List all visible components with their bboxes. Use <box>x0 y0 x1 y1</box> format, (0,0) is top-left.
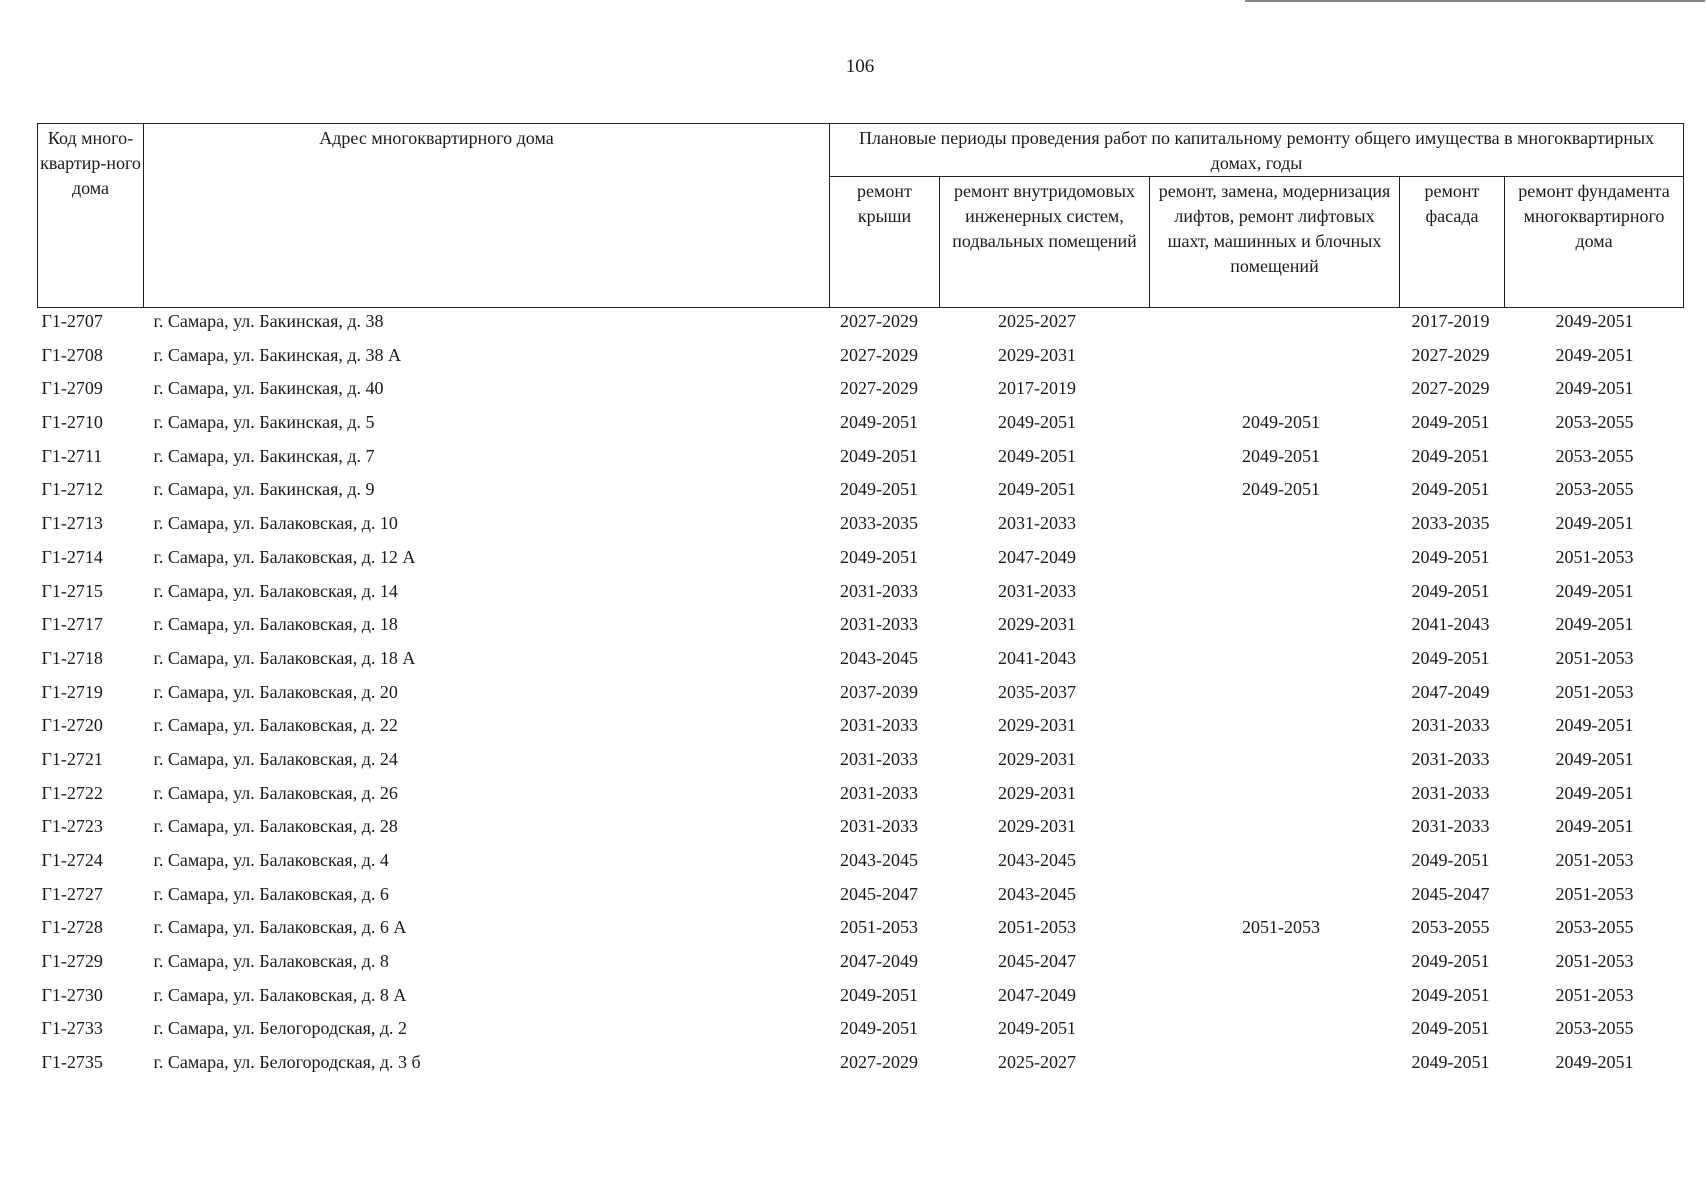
cell-roof: 2051-2053 <box>840 917 918 938</box>
cell-code: Г1-2733 <box>41 1018 103 1039</box>
header-address: Адрес многоквартирного дома <box>144 124 830 308</box>
cell-roof: 2031-2033 <box>840 748 918 769</box>
cell-systems: 2029-2031 <box>998 715 1076 736</box>
cell-address: г. Самара, ул. Бакинская, д. 7 <box>153 445 375 466</box>
cell-systems: 2025-2027 <box>998 311 1076 331</box>
cell-lifts <box>1150 1015 1400 1049</box>
cell-facade: 2041-2043 <box>1411 614 1490 635</box>
cell-code: Г1-2711 <box>41 445 103 466</box>
cell-address: г. Самара, ул. Бакинская, д. 40 <box>153 378 384 399</box>
cell-address: г. Самара, ул. Балаковская, д. 20 <box>153 681 398 702</box>
cell-roof: 2049-2051 <box>840 479 918 500</box>
table-row <box>38 679 1684 713</box>
cell-facade: 2017-2019 <box>1411 311 1490 331</box>
cell-code: Г1-2718 <box>41 647 103 668</box>
cell-foundation: 2051-2053 <box>1555 883 1634 904</box>
cell-systems: 2049-2051 <box>998 1018 1076 1039</box>
table-row <box>38 611 1684 645</box>
cell-roof: 2043-2045 <box>840 850 918 870</box>
cell-systems: 2043-2045 <box>998 850 1076 870</box>
cell-roof: 2045-2047 <box>840 883 918 904</box>
cell-systems: 2043-2045 <box>998 883 1076 904</box>
cell-facade: 2033-2035 <box>1411 513 1490 534</box>
cell-address: г. Самара, ул. Бакинская, д. 9 <box>153 479 375 500</box>
cell-systems: 2045-2047 <box>998 951 1076 972</box>
cell-address: г. Самара, ул. Балаковская, д. 4 <box>153 850 389 870</box>
cell-address: г. Самара, ул. Балаковская, д. 10 <box>153 513 398 534</box>
cell-foundation: 2049-2051 <box>1555 344 1634 365</box>
cell-foundation: 2049-2051 <box>1555 580 1634 601</box>
cell-address: г. Самара, ул. Балаковская, д. 18 А <box>153 647 416 668</box>
table-row <box>38 1049 1684 1083</box>
page-number: 106 <box>845 56 875 77</box>
cell-systems: 2049-2051 <box>998 412 1076 433</box>
cell-foundation: 2049-2051 <box>1555 782 1634 803</box>
cell-code: Г1-2724 <box>41 850 103 870</box>
cell-code: Г1-2712 <box>41 479 103 500</box>
cell-address: г. Самара, ул. Балаковская, д. 12 А <box>153 546 416 567</box>
cell-roof: 2037-2039 <box>840 681 918 702</box>
table-row <box>38 476 1684 510</box>
cell-facade: 2049-2051 <box>1411 951 1490 972</box>
cell-address: г. Самара, ул. Балаковская, д. 24 <box>153 748 398 769</box>
cell-foundation: 2049-2051 <box>1555 311 1634 331</box>
cell-facade: 2031-2033 <box>1411 748 1490 769</box>
scan-edge-line <box>1245 0 1705 2</box>
cell-address: г. Самара, ул. Белогородская, д. 2 <box>153 1018 408 1039</box>
cell-facade: 2049-2051 <box>1411 546 1490 567</box>
cell-code: Г1-2719 <box>41 681 103 702</box>
cell-code: Г1-2710 <box>41 412 103 433</box>
cell-roof: 2027-2029 <box>840 344 918 365</box>
cell-systems: 2049-2051 <box>998 479 1076 500</box>
cell-code: Г1-2735 <box>41 1052 103 1073</box>
table-body <box>38 308 1684 1083</box>
cell-facade: 2049-2051 <box>1411 580 1490 601</box>
cell-facade: 2049-2051 <box>1411 984 1490 1005</box>
cell-foundation: 2053-2055 <box>1555 1018 1634 1039</box>
cell-foundation: 2049-2051 <box>1555 715 1634 736</box>
cell-address: г. Самара, ул. Балаковская, д. 26 <box>153 782 398 803</box>
cell-foundation: 2053-2055 <box>1555 479 1634 500</box>
cell-code: Г1-2729 <box>41 951 103 972</box>
cell-code: Г1-2709 <box>41 378 103 399</box>
table-row <box>38 813 1684 847</box>
cell-lifts: 2051-2053 <box>1242 917 1320 938</box>
cell-foundation: 2049-2051 <box>1555 513 1634 534</box>
cell-lifts <box>1150 813 1400 847</box>
cell-foundation: 2051-2053 <box>1555 850 1634 870</box>
cell-lifts <box>1150 712 1400 746</box>
cell-systems: 2017-2019 <box>998 378 1076 399</box>
cell-lifts <box>1150 780 1400 814</box>
cell-foundation: 2051-2053 <box>1555 546 1634 567</box>
cell-roof: 2027-2029 <box>840 378 918 399</box>
cell-facade: 2031-2033 <box>1411 782 1490 803</box>
table-header <box>38 124 1684 308</box>
cell-systems: 2029-2031 <box>998 748 1076 769</box>
cell-roof: 2047-2049 <box>840 951 918 972</box>
cell-systems: 2025-2027 <box>998 1052 1076 1073</box>
cell-facade: 2049-2051 <box>1411 412 1490 433</box>
cell-foundation: 2049-2051 <box>1555 1052 1634 1073</box>
header-roof: ремонт крыши <box>830 177 940 308</box>
table-row <box>38 544 1684 578</box>
cell-address: г. Самара, ул. Балаковская, д. 6 А <box>153 917 407 938</box>
cell-lifts <box>1150 342 1400 376</box>
cell-lifts <box>1150 982 1400 1016</box>
cell-code: Г1-2713 <box>41 513 103 534</box>
cell-facade: 2031-2033 <box>1411 816 1490 837</box>
table-row <box>38 375 1684 409</box>
header-periods-group: Плановые периоды проведения работ по капитальному ремонту общего имущества в многоквартирных домах, годы <box>830 124 1684 177</box>
cell-code: Г1-2714 <box>41 546 103 567</box>
table-row <box>38 342 1684 376</box>
cell-lifts <box>1150 578 1400 612</box>
cell-facade: 2031-2033 <box>1411 715 1490 736</box>
cell-code: Г1-2721 <box>41 748 103 769</box>
cell-roof: 2031-2033 <box>840 816 918 837</box>
cell-lifts: 2049-2051 <box>1242 412 1320 433</box>
cell-roof: 2027-2029 <box>840 311 918 331</box>
cell-foundation: 2051-2053 <box>1555 951 1634 972</box>
cell-systems: 2029-2031 <box>998 816 1076 837</box>
cell-code: Г1-2728 <box>41 917 103 938</box>
cell-lifts <box>1150 881 1400 915</box>
cell-facade: 2049-2051 <box>1411 1018 1490 1039</box>
cell-facade: 2053-2055 <box>1411 917 1490 938</box>
cell-facade: 2027-2029 <box>1411 344 1490 365</box>
cell-address: г. Самара, ул. Балаковская, д. 18 <box>153 614 398 635</box>
cell-systems: 2029-2031 <box>998 344 1076 365</box>
cell-roof: 2049-2051 <box>840 1018 918 1039</box>
cell-code: Г1-2715 <box>41 580 103 601</box>
header-facade: ремонт фасада <box>1400 177 1505 308</box>
repair-schedule-table <box>37 123 1684 1083</box>
table-row <box>38 510 1684 544</box>
cell-address: г. Самара, ул. Бакинская, д. 5 <box>153 412 375 433</box>
cell-roof: 2031-2033 <box>840 715 918 736</box>
cell-lifts <box>1150 948 1400 982</box>
cell-lifts <box>1150 375 1400 409</box>
cell-code: Г1-2730 <box>41 984 103 1005</box>
cell-code: Г1-2708 <box>41 344 103 365</box>
cell-lifts <box>1150 679 1400 713</box>
header-systems: ремонт внутридомовых инженерных систем, подвальных помещений <box>940 177 1150 308</box>
cell-address: г. Самара, ул. Балаковская, д. 8 А <box>153 984 407 1005</box>
cell-facade: 2045-2047 <box>1411 883 1490 904</box>
table-row <box>38 578 1684 612</box>
cell-code: Г1-2720 <box>41 715 103 736</box>
cell-facade: 2027-2029 <box>1411 378 1490 399</box>
cell-facade: 2049-2051 <box>1411 445 1490 466</box>
cell-systems: 2029-2031 <box>998 782 1076 803</box>
cell-roof: 2049-2051 <box>840 445 918 466</box>
cell-lifts: 2049-2051 <box>1242 479 1320 500</box>
cell-systems: 2051-2053 <box>998 917 1076 938</box>
table-row <box>38 409 1684 443</box>
cell-systems: 2031-2033 <box>998 580 1076 601</box>
cell-foundation: 2053-2055 <box>1555 917 1634 938</box>
table-row <box>38 780 1684 814</box>
cell-lifts <box>1150 544 1400 578</box>
cell-foundation: 2049-2051 <box>1555 614 1634 635</box>
cell-systems: 2029-2031 <box>998 614 1076 635</box>
table-row <box>38 712 1684 746</box>
cell-lifts <box>1150 308 1400 342</box>
cell-address: г. Самара, ул. Балаковская, д. 28 <box>153 816 398 837</box>
table-row <box>38 948 1684 982</box>
cell-systems: 2031-2033 <box>998 513 1076 534</box>
header-lifts: ремонт, замена, модернизация лифтов, ремонт лифтовых шахт, машинных и блочных помещений <box>1150 177 1400 308</box>
cell-roof: 2031-2033 <box>840 782 918 803</box>
cell-systems: 2049-2051 <box>998 445 1076 466</box>
table-row <box>38 308 1684 342</box>
table-row <box>38 982 1684 1016</box>
table-row <box>38 443 1684 477</box>
cell-lifts <box>1150 746 1400 780</box>
table-row <box>38 746 1684 780</box>
cell-foundation: 2053-2055 <box>1555 445 1634 466</box>
cell-systems: 2035-2037 <box>998 681 1076 702</box>
cell-code: Г1-2723 <box>41 816 103 837</box>
cell-facade: 2047-2049 <box>1411 681 1490 702</box>
cell-foundation: 2053-2055 <box>1555 412 1634 433</box>
cell-foundation: 2049-2051 <box>1555 748 1634 769</box>
cell-foundation: 2049-2051 <box>1555 816 1634 837</box>
cell-address: г. Самара, ул. Балаковская, д. 14 <box>153 580 398 601</box>
cell-roof: 2049-2051 <box>840 984 918 1005</box>
cell-lifts <box>1150 645 1400 679</box>
cell-roof: 2031-2033 <box>840 580 918 601</box>
cell-address: г. Самара, ул. Белогородская, д. 3 б <box>153 1052 421 1073</box>
cell-foundation: 2051-2053 <box>1555 647 1634 668</box>
cell-facade: 2049-2051 <box>1411 479 1490 500</box>
cell-roof: 2049-2051 <box>840 412 918 433</box>
table-row <box>38 847 1684 881</box>
cell-systems: 2047-2049 <box>998 984 1076 1005</box>
table-row <box>38 914 1684 948</box>
header-code: Код много-квартир-ного дома <box>38 124 144 308</box>
cell-foundation: 2049-2051 <box>1555 378 1634 399</box>
cell-facade: 2049-2051 <box>1411 647 1490 668</box>
cell-address: г. Самара, ул. Бакинская, д. 38 <box>153 311 384 331</box>
cell-roof: 2033-2035 <box>840 513 918 534</box>
cell-systems: 2047-2049 <box>998 546 1076 567</box>
cell-lifts <box>1150 611 1400 645</box>
cell-systems: 2041-2043 <box>998 647 1076 668</box>
cell-address: г. Самара, ул. Балаковская, д. 8 <box>153 951 389 972</box>
cell-code: Г1-2717 <box>41 614 103 635</box>
cell-lifts <box>1150 847 1400 881</box>
header-foundation: ремонт фундамента многоквартирного дома <box>1505 177 1684 308</box>
table-row <box>38 645 1684 679</box>
cell-code: Г1-2727 <box>41 883 103 904</box>
cell-lifts <box>1150 1049 1400 1083</box>
cell-foundation: 2051-2053 <box>1555 984 1634 1005</box>
cell-facade: 2049-2051 <box>1411 850 1490 870</box>
cell-lifts <box>1150 510 1400 544</box>
cell-address: г. Самара, ул. Балаковская, д. 22 <box>153 715 398 736</box>
cell-foundation: 2051-2053 <box>1555 681 1634 702</box>
cell-roof: 2049-2051 <box>840 546 918 567</box>
cell-address: г. Самара, ул. Бакинская, д. 38 А <box>153 344 402 365</box>
table-row <box>38 1015 1684 1049</box>
cell-code: Г1-2707 <box>41 311 103 331</box>
cell-lifts: 2049-2051 <box>1242 445 1320 466</box>
cell-address: г. Самара, ул. Балаковская, д. 6 <box>153 883 389 904</box>
cell-facade: 2049-2051 <box>1411 1052 1490 1073</box>
cell-roof: 2043-2045 <box>840 647 918 668</box>
cell-roof: 2031-2033 <box>840 614 918 635</box>
cell-code: Г1-2722 <box>41 782 103 803</box>
cell-roof: 2027-2029 <box>840 1052 918 1073</box>
table-row <box>38 881 1684 915</box>
